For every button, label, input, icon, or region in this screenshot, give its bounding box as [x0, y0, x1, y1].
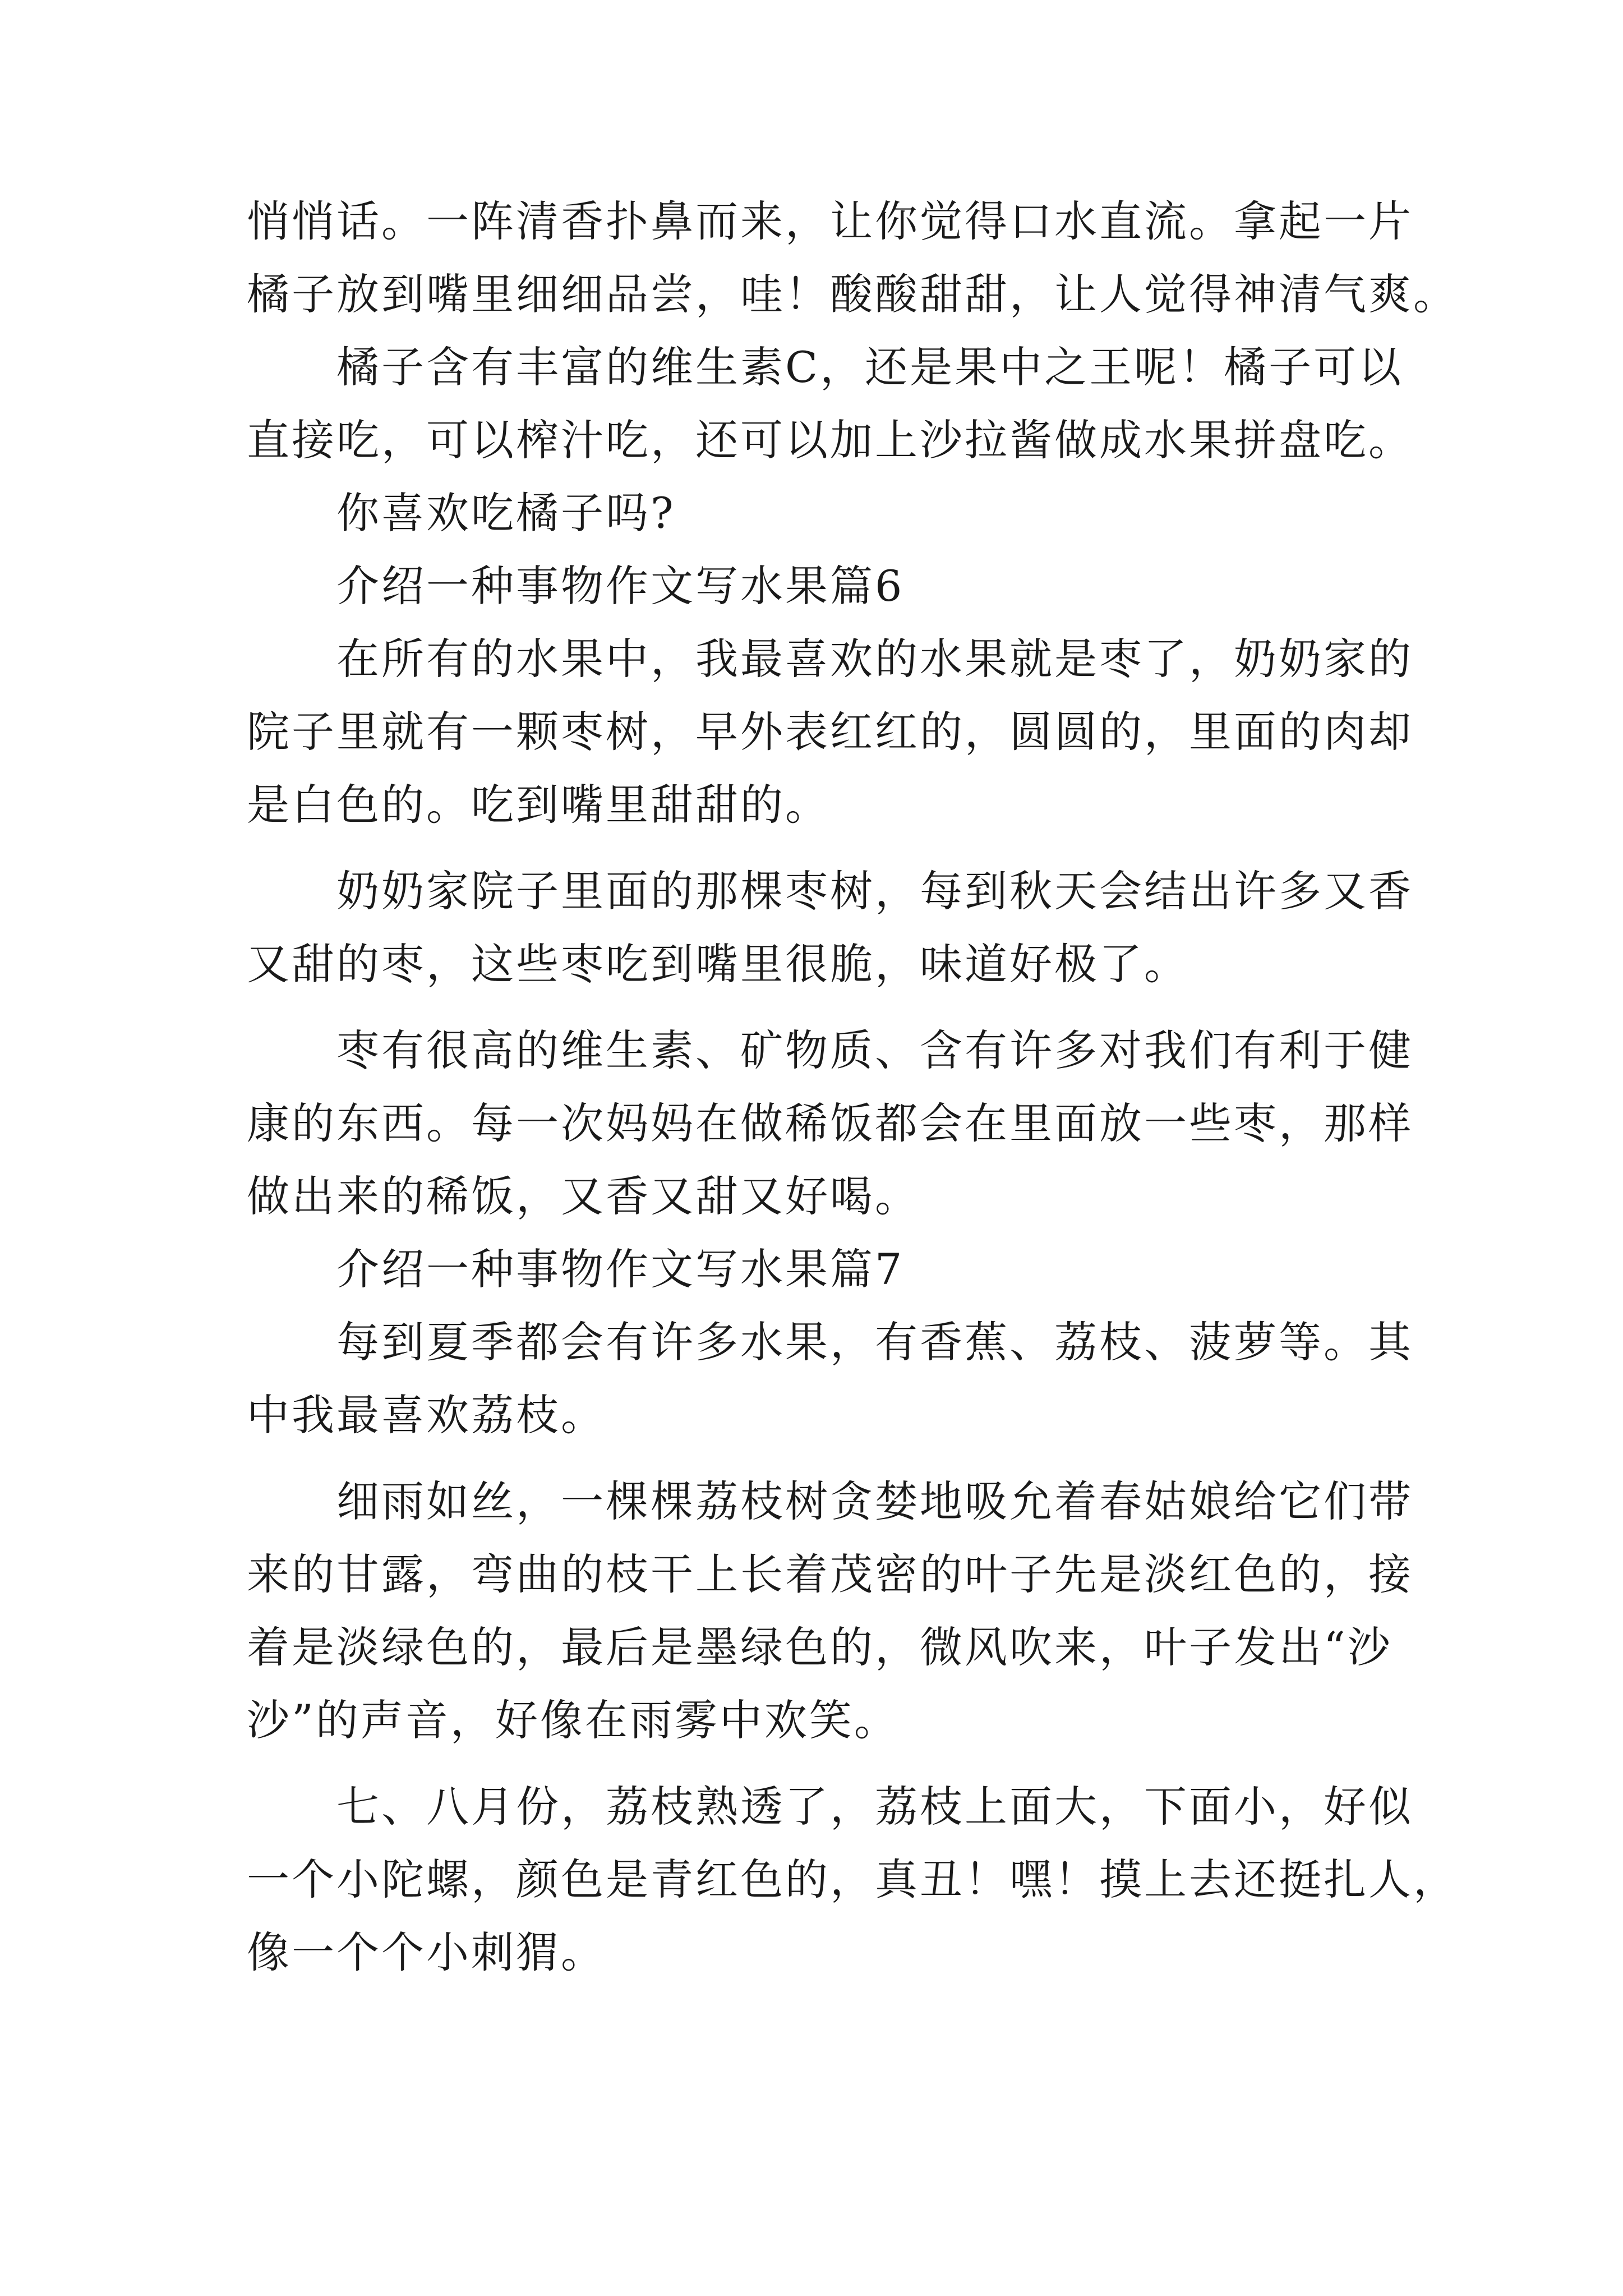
- text-line: 橘子放到嘴里细细品尝，哇！酸酸甜甜，让人觉得神清气爽。: [247, 269, 1458, 319]
- text-line: 院子里就有一颗枣树，早外表红红的，圆圆的，里面的肉却: [247, 707, 1413, 757]
- text-line: 像一个个小刺猬。: [247, 1927, 606, 1977]
- paragraph-start-line: 你喜欢吃橘子吗?: [336, 488, 676, 538]
- paragraph-start-line: 七、八月份，荔枝熟透了，荔枝上面大，下面小，好似: [336, 1782, 1413, 1832]
- paragraph-start-line: 细雨如丝，一棵棵荔枝树贪婪地吸允着春姑娘给它们带: [336, 1476, 1413, 1526]
- paragraph-start-line: 奶奶家院子里面的那棵枣树，每到秋天会结出许多又香: [336, 866, 1413, 916]
- text-line: 一个小陀螺，颜色是青红色的，真丑！嘿！摸上去还挺扎人，: [247, 1855, 1458, 1904]
- text-line: 康的东西。每一次妈妈在做稀饭都会在里面放一些枣，那样: [247, 1098, 1413, 1148]
- section-heading: 介绍一种事物作文写水果篇6: [336, 561, 905, 611]
- text-line: 沙”的声音，好像在雨雾中欢笑。: [247, 1695, 899, 1745]
- section-heading: 介绍一种事物作文写水果篇7: [336, 1244, 905, 1294]
- text-line: 又甜的枣，这些枣吃到嘴里很脆，味道好极了。: [247, 939, 1189, 989]
- paragraph-start-line: 在所有的水果中，我最喜欢的水果就是枣了，奶奶家的: [336, 634, 1413, 684]
- document-body: [247, 185, 1458, 1989]
- text-line: 直接吃，可以榨汁吃，还可以加上沙拉酱做成水果拼盘吃。: [247, 415, 1413, 465]
- paragraph-start-line: 每到夏季都会有许多水果，有香蕉、荔枝、菠萝等。其: [336, 1317, 1413, 1367]
- text-line: 是白色的。吃到嘴里甜甜的。: [247, 780, 830, 830]
- text-line: 来的甘露，弯曲的枝干上长着茂密的叶子先是淡红色的，接: [247, 1549, 1413, 1599]
- text-line: 悄悄话。一阵清香扑鼻而来，让你觉得口水直流。拿起一片: [247, 196, 1413, 246]
- paragraph-start-line: 枣有很高的维生素、矿物质、含有许多对我们有利于健: [336, 1025, 1413, 1075]
- paragraph-start-line: 橘子含有丰富的维生素C，还是果中之王呢！橘子可以: [336, 342, 1404, 392]
- text-line: 做出来的稀饭，又香又甜又好喝。: [247, 1171, 920, 1221]
- text-line: 着是淡绿色的，最后是墨绿色的，微风吹来，叶子发出“沙: [247, 1622, 1393, 1672]
- text-line: 中我最喜欢荔枝。: [247, 1390, 606, 1440]
